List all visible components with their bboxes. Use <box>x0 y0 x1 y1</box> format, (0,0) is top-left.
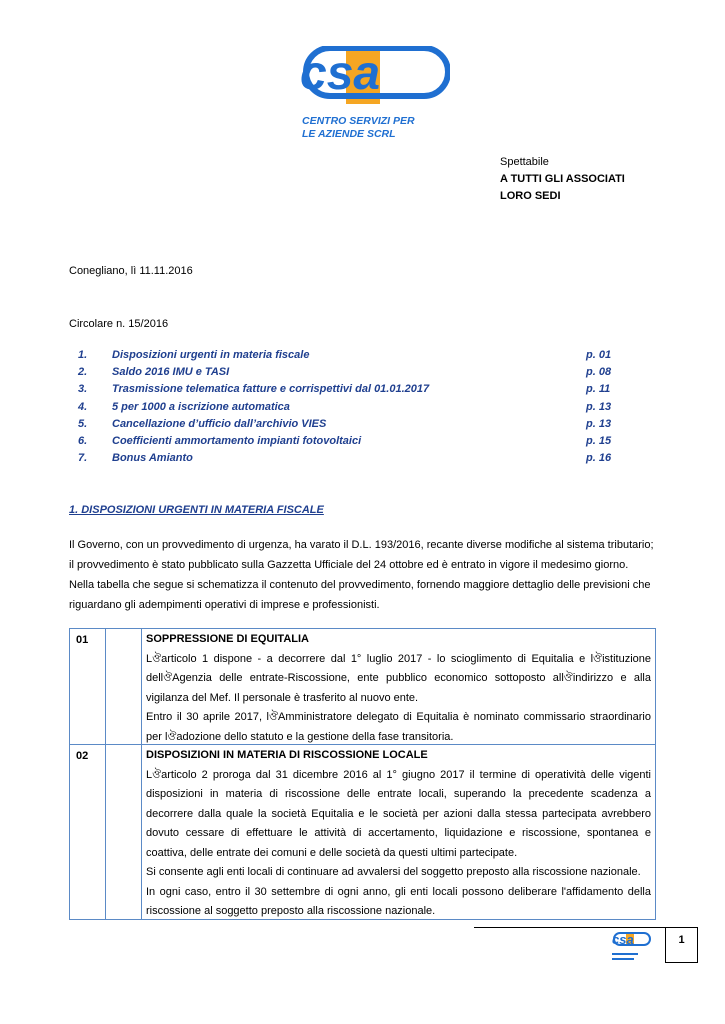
address-recipients: A TUTTI GLI ASSOCIATI <box>500 173 625 185</box>
toc-title: Coefficienti ammortamento impianti fotovoltaici <box>112 434 362 447</box>
toc-title: Cancellazione d’ufficio dall’archivio VIES <box>112 417 327 430</box>
row-heading: DISPOSIZIONI IN MATERIA DI RISCOSSIONE LOCALE <box>146 749 428 761</box>
toc-item[interactable] <box>78 383 618 400</box>
row-heading: SOPPRESSIONE DI EQUITALIA <box>146 633 309 645</box>
toc-page: p. 13 <box>586 417 612 430</box>
toc-page: p. 11 <box>586 383 611 396</box>
toc-item[interactable] <box>78 366 618 383</box>
toc-page: p. 13 <box>586 400 612 413</box>
toc-number: 6. <box>78 434 88 447</box>
company-logo <box>272 46 450 146</box>
table-divider <box>141 629 142 919</box>
toc-title: Disposizioni urgenti in materia fiscale <box>112 349 310 361</box>
intro-paragraph-1: Il Governo, con un provvedimento di urgenza, ha varato il D.L. 193/2016, recante diverse modifiche al sistema tributario; il provvedimento è stato pubblicato sulla Gazzetta Ufficiale del 24 ottobre ed è entrato in vigore il medesimo giorno. <box>69 539 654 571</box>
row-number: 02 <box>76 750 89 762</box>
intro-paragraph-2: Nella tabella che segue si schematizza il contenuto del provvedimento, fornendo maggiore dettaglio delle previsioni che riguardano gli adempimenti operativi di imprese e professionisti. <box>69 579 651 611</box>
toc-page: p. 01 <box>586 349 612 361</box>
toc-number: 7. <box>78 452 88 465</box>
circular-number: Circolare n. 15/2016 <box>69 318 169 330</box>
place-date: Conegliano, lì 11.11.2016 <box>69 265 193 277</box>
table-of-contents <box>78 349 618 469</box>
toc-number: 2. <box>78 366 88 379</box>
toc-title: Trasmissione telematica fatture e corrispettivi dal 01.01.2017 <box>112 383 430 396</box>
toc-item[interactable] <box>78 418 618 435</box>
section-heading: 1. DISPOSIZIONI URGENTI IN MATERIA FISCALE <box>69 504 324 516</box>
measures-table <box>69 628 656 920</box>
logo-brand-text: csa <box>300 47 381 100</box>
address-greeting: Spettabile <box>500 156 549 168</box>
row-number: 01 <box>76 634 89 646</box>
page-number: 1 <box>665 927 698 963</box>
toc-number: 4. <box>78 400 88 413</box>
toc-page: p. 16 <box>586 452 612 465</box>
toc-item[interactable] <box>78 349 618 366</box>
toc-page: p. 08 <box>586 366 612 379</box>
toc-title: 5 per 1000 a iscrizione automatica <box>112 400 290 413</box>
row-paragraph: Entro il 30 aprile 2017, lঔAmministratore delegato di Equitalia è nominato commissario straordinario per lঔadozione dello statuto e la gestione della fase transitoria. <box>146 711 651 743</box>
row-paragraph: Lঔarticolo 1 dispone - a decorrere dal 1° luglio 2017 - lo scioglimento di Equitalia e lঔistituzione dellঔAgenzia delle entrate-Riscossione, ente pubblico economico sottoposto allঔindirizzo e alla vigilanza del Mef. Il personale è trasferito al nuovo ente. <box>146 652 651 704</box>
address-location: LORO SEDI <box>500 190 561 202</box>
toc-item[interactable] <box>78 452 618 469</box>
row-paragraph: Si consente agli enti locali di continuare ad avvalersi del soggetto preposto alla riscossione nazionale. <box>146 866 641 878</box>
footer-logo <box>608 932 652 966</box>
logo-line1: CENTRO SERVIZI PER <box>302 115 415 127</box>
logo-line2: LE AZIENDE SCRL <box>302 128 396 140</box>
toc-number: 3. <box>78 383 88 396</box>
table-row <box>146 746 651 922</box>
row-paragraph: Lঔarticolo 2 proroga dal 31 dicembre 2016 al 1° giugno 2017 il termine di operatività delle vigenti disposizioni in materia di riscossione delle entrate locali, superando la precedente scadenza a decorrere dalla quale la società Equitalia e le società per azioni dalla stessa partecipata avrebbero dovuto cessare di effettuare le attività di accertamento, liquidazione e riscossione, spontanea e coattiva, delle entrate dei comuni e delle società da questi ultimi partecipate. <box>146 768 651 859</box>
toc-number: 1. <box>78 349 88 361</box>
toc-title: Bonus Amianto <box>112 452 193 465</box>
table-divider <box>105 629 106 919</box>
table-row <box>146 630 651 747</box>
footer-rule <box>474 927 667 928</box>
toc-number: 5. <box>78 417 88 430</box>
toc-page: p. 15 <box>586 434 612 447</box>
toc-title: Saldo 2016 IMU e TASI <box>112 366 230 379</box>
toc-item[interactable] <box>78 401 618 418</box>
toc-item[interactable] <box>78 435 618 452</box>
row-paragraph: In ogni caso, entro il 30 settembre di ogni anno, gli enti locali possono deliberare l'affidamento della riscossione al soggetto preposto alla riscossione nazionale. <box>146 885 651 917</box>
svg-text:csa: csa <box>612 932 634 947</box>
